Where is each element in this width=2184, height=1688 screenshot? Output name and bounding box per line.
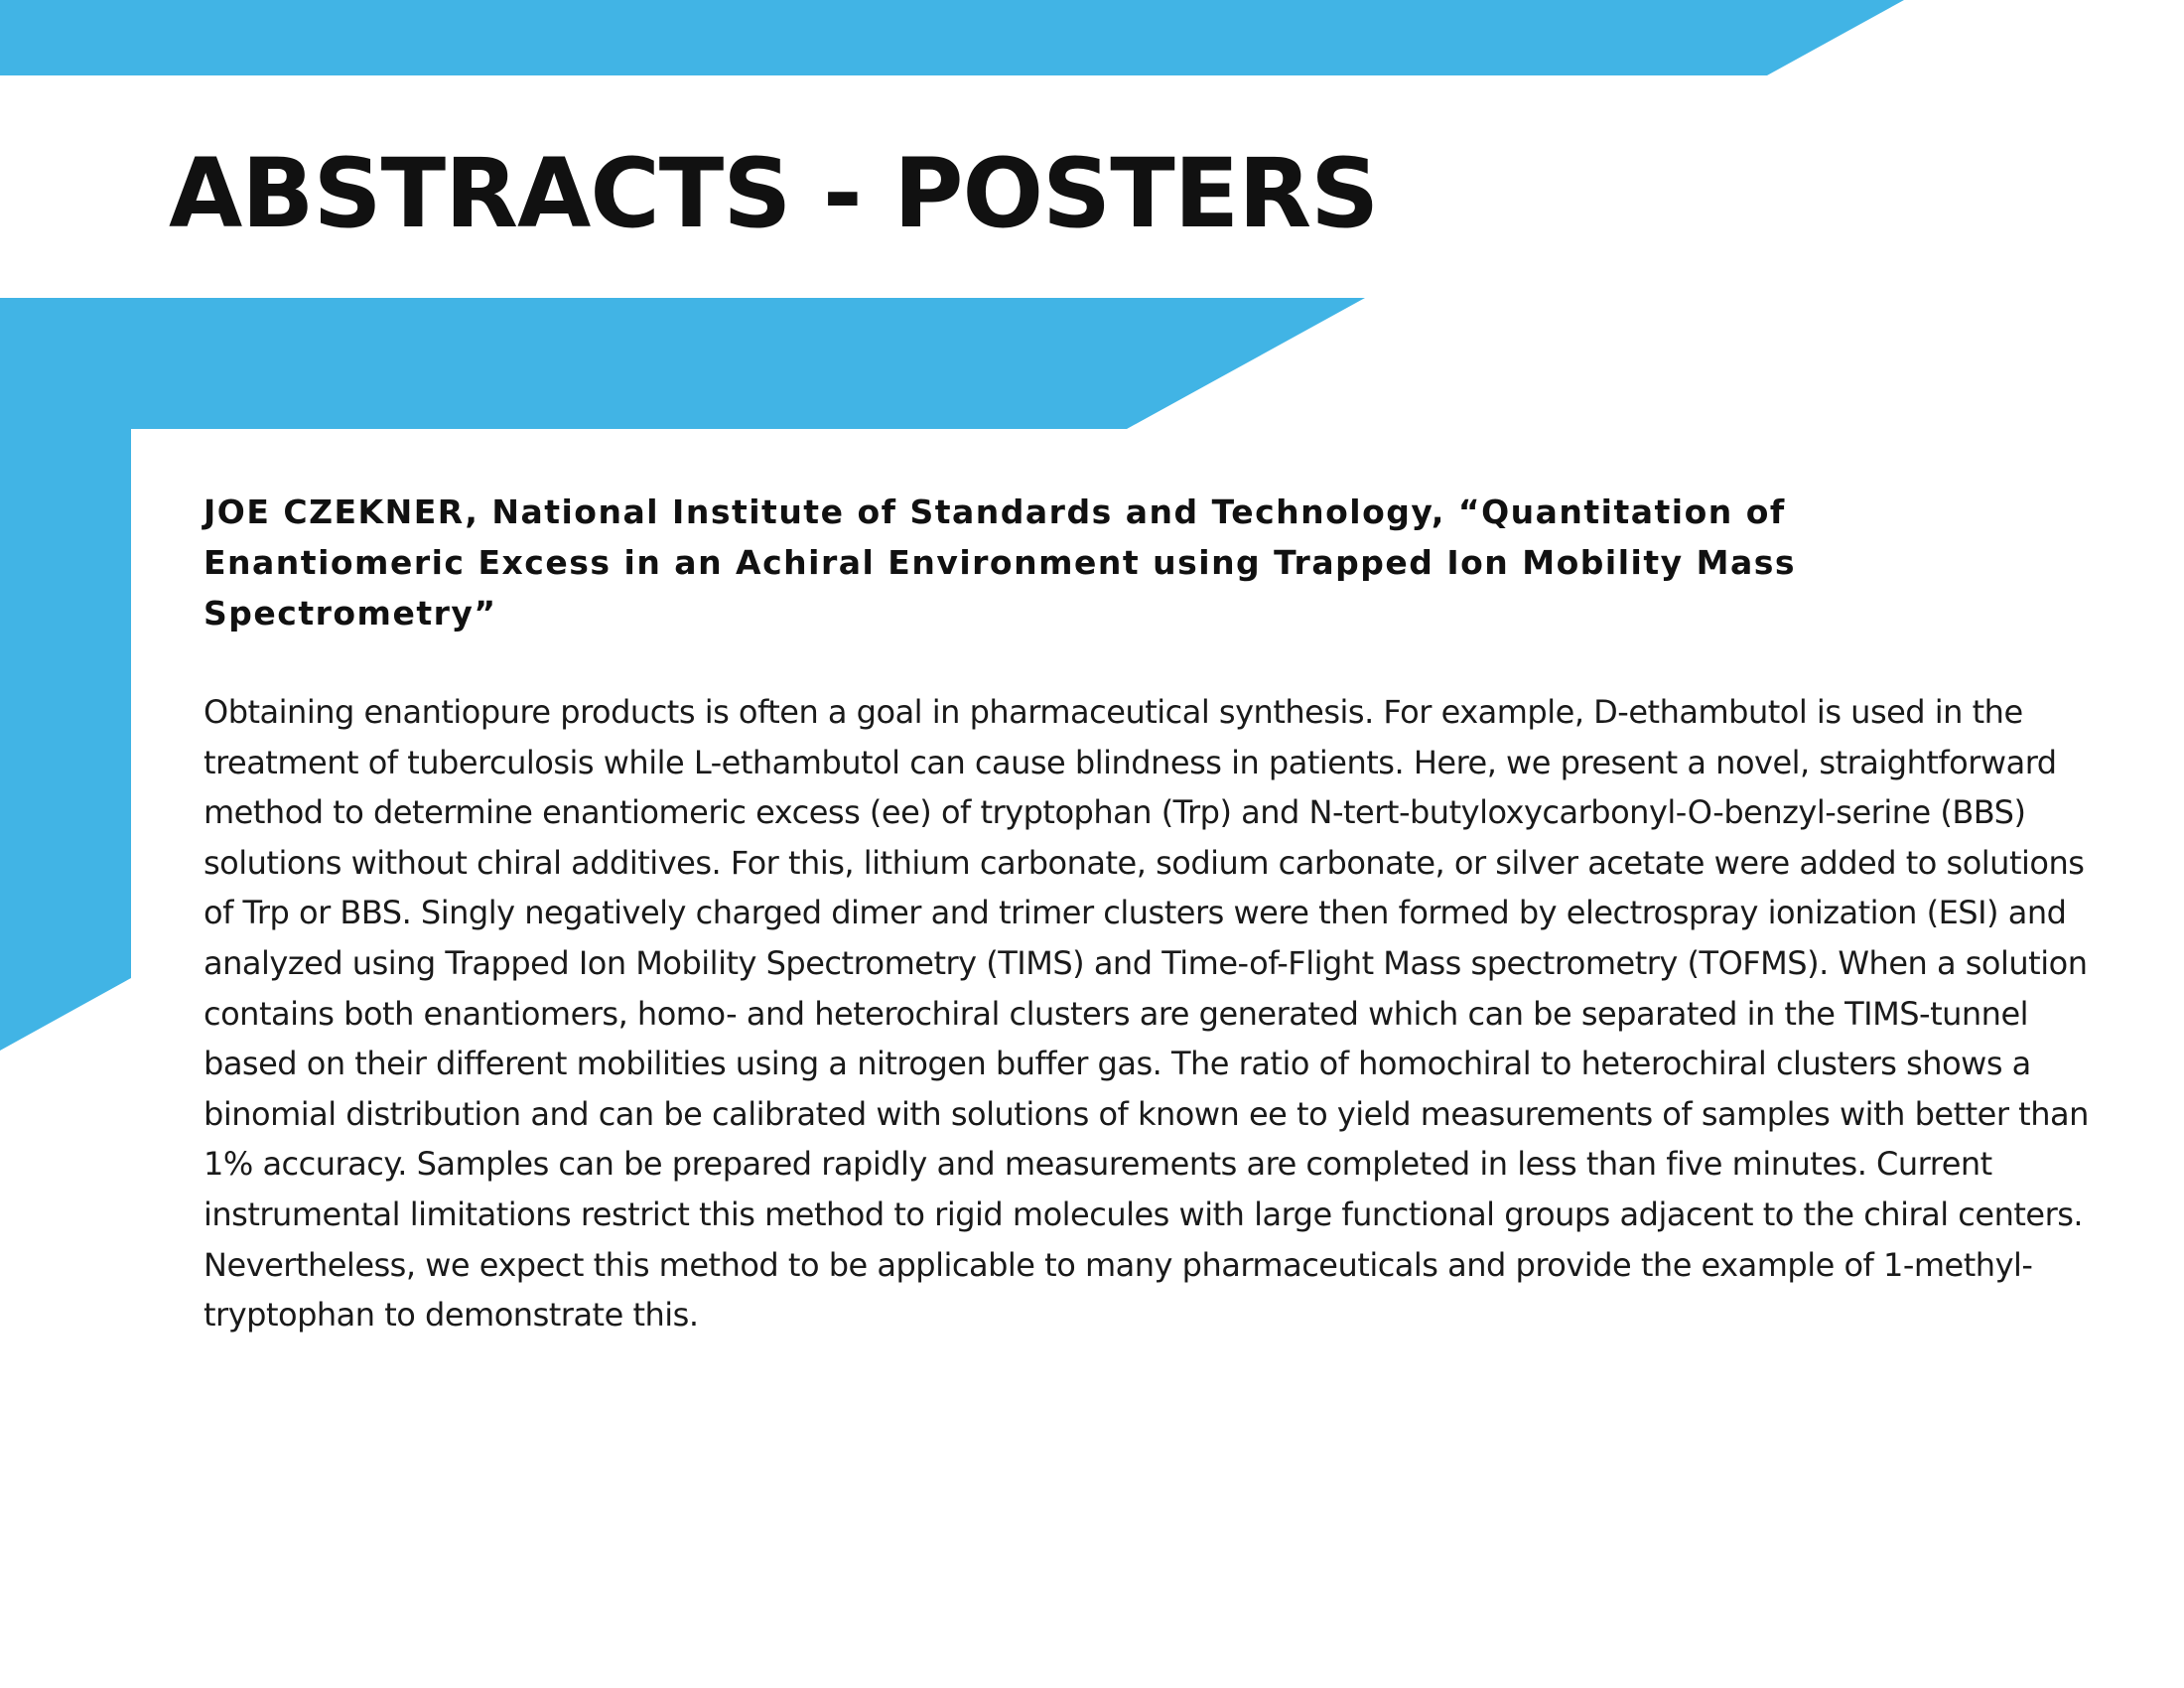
page-title: ABSTRACTS - POSTERS (169, 138, 1379, 249)
abstract-body: Obtaining enantiopure products is often a goal in pharmaceutical synthesis. For example, D-ethambutol is used in the treatment of tuberculosis while L-ethambutol can cause blindness in patients. Here, we present a novel, straightforward method to determine enantiomeric excess (ee) of tryptophan (Trp) and N-tert-butyloxycarbonyl-O-benzyl-serine (BBS) solutions without chiral additives. For this, lithium carbonate, sodium carbonate, or silver acetate were added to solutions of Trp or BBS. Singly negatively charged dimer and trimer clusters were then formed by electrospray ionization (ESI) and analyzed using Trapped Ion Mobility Spectrometry (TIMS) and Time-of-Flight Mass spectrometry (TOFMS). When a solution contains both enantiomers, homo- and heterochiral clusters are generated which can be separated in the TIMS-tunnel based on their different mobilities using a nitrogen buffer gas. The ratio of homochiral to heterochiral clusters shows a binomial distribution and can be calibrated with solutions of known ee to yield measurements of samples with better than 1% accuracy. Samples can be prepared rapidly and measurements are completed in less than five minutes. Current instrumental limitations restrict this method to rigid molecules with large functional groups adjacent to the chiral centers. Nevertheless, we expect this method to be applicable to many pharmaceuticals and provide the example of 1-methyl-tryptophan to demonstrate this. (204, 693, 2089, 1335)
abstract-heading (204, 487, 1911, 638)
affiliation-and-title: , National Institute of Standards and Technology, “Quantitation of Enantiomeric Excess in an Achiral Environment using Trapped Ion Mobility Mass Spectrometry” (204, 492, 1796, 633)
top-accent-band (0, 0, 1904, 75)
author-name: JOE CZEKNER (204, 492, 466, 531)
